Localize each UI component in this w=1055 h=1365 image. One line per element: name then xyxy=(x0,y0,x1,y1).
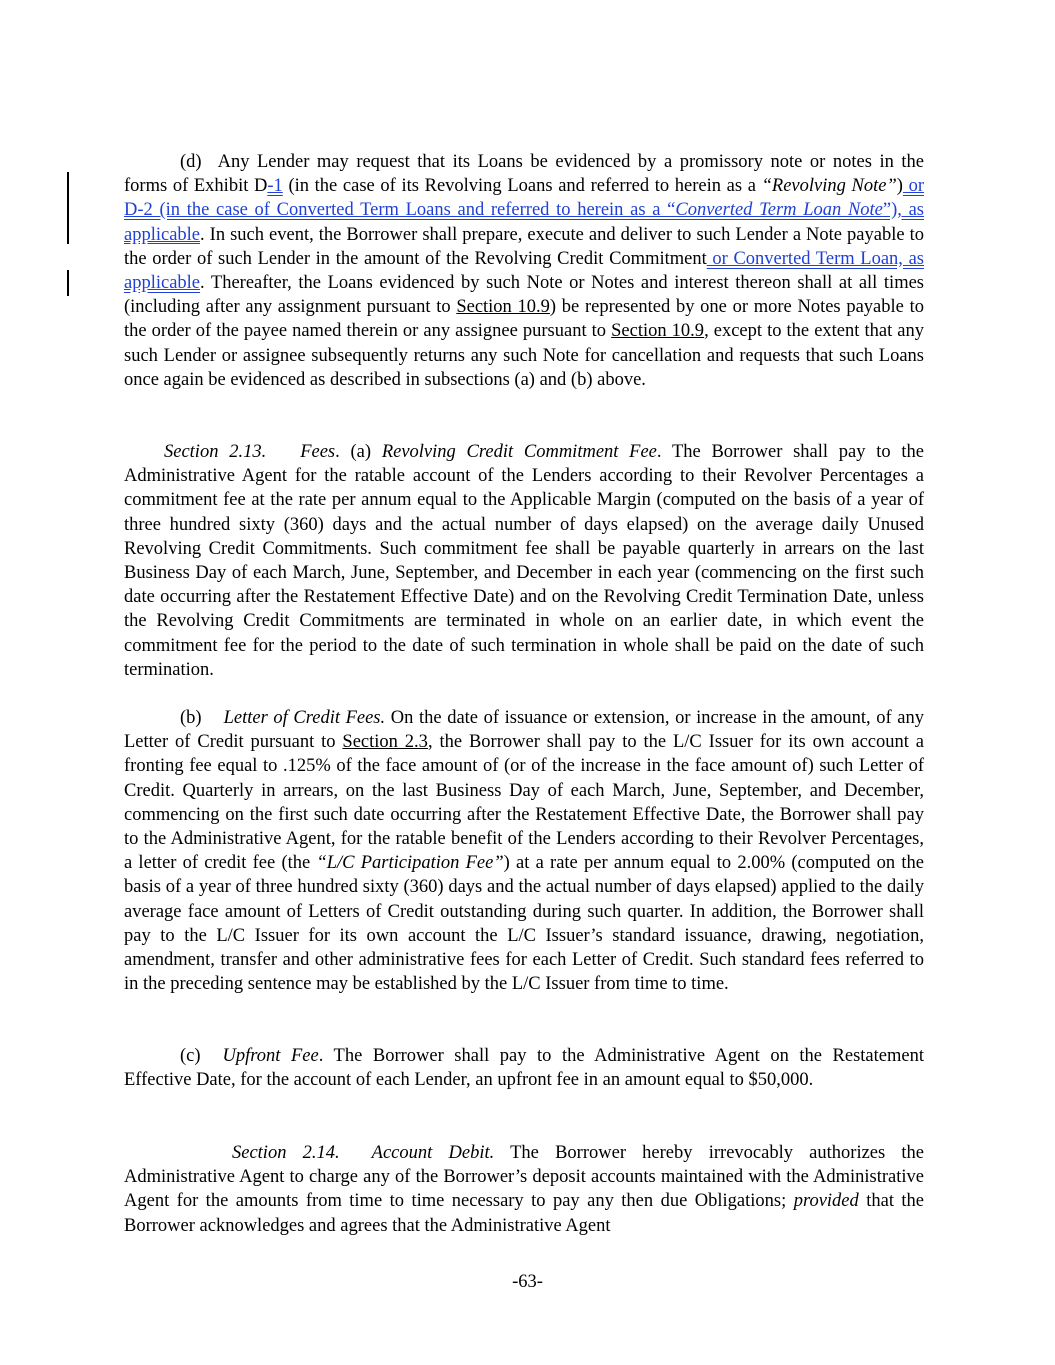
paragraph-c: (c) Upfront Fee. The Borrower shall pay to the Administrative Agent on the Restatement Effective Date, for the account of each Lender, an upfront fee in an amount equal to $50,000. xyxy=(124,1046,924,1091)
inserted-text: -1 xyxy=(267,176,283,197)
section-reference: Section 10.9 xyxy=(611,321,705,342)
subsection-title: Revolving Credit Commitment Fee xyxy=(381,442,657,462)
proviso-term: provided xyxy=(793,1191,859,1212)
paragraph-b: (b) Letter of Credit Fees. On the date of issuance or extension, or increase in the amount, of any Letter of Credit pursuant to Section 2.3, the Borrower shall pay to the L/C Issuer for its own account a fronting fee equal to .125% of the face amount of (or of the increase in the face amount of) such Letter of Credit. Quarterly in arrears, on the last Business Day of each March, June, September, and December, commencing on the first such date occurring after the Restatement Effective Date, the Borrower shall pay to the Administrative Agent, for the ratable benefit of the Lenders according to their Revolver Percentages, a letter of credit fee (the “L/C Participation Fee”) at a rate per annum equal to 2.00% (computed on the basis of a year of three hundred sixty (360) days and the actual number of days elapsed) applied to the daily average face amount of Letters of Credit outstanding during such quarter. In addition, the Borrower shall pay to the L/C Issuer for its own account the L/C Issuer’s standard issuance, drawing, negotiation, amendment, transfer and other administrative fees for each Letter of Credit. Such standard fees referred to in the preceding sentence may be established by the L/C Issuer from time to time. xyxy=(124,708,924,995)
subsection-title: Upfront Fee xyxy=(222,1046,319,1066)
section-title: Fees xyxy=(300,442,336,462)
subsection-title: Letter of Credit Fees. xyxy=(223,708,386,728)
section-reference: Section 2.3 xyxy=(342,732,428,753)
section-2-14: Section 2.14. Account Debit. The Borrower hereby irrevocably authorizes the Administrative Agent to charge any of the Borrower’s deposit accounts maintained with the Administrative Agent for the amounts from time to time necessary to pay any then due Obligations; provided that the Borrower acknowledges and agrees that the Administrative Agent xyxy=(124,1143,925,1236)
section-reference: Section 10.9 xyxy=(456,297,550,318)
defined-term: “Revolving Note” xyxy=(761,176,897,197)
paragraph-label: (b) xyxy=(180,708,202,728)
inserted-text: or Converted Term Loan, as applicable xyxy=(124,248,924,294)
section-heading: Section 2.13. xyxy=(164,442,267,462)
section-2-13: Section 2.13. Fees. (a) Revolving Credit Commitment Fee. The Borrower shall pay to the Administrative Agent for the ratable account of the Lenders according to their Revolver Percentages a commitment fee at the rate per annum equal to the Applicable Margin (computed on the basis of a year of three hundred sixty (360) days and the actual number of days elapsed) on the average daily Unused Revolving Credit Commitments. Such commitment fee shall be payable quarterly in arrears on the last Business Day of each March, June, September, and December in each year (commencing on the first such date occurring after the Restatement Effective Date) and on the Revolving Credit Termination Date, unless the Revolving Credit Commitments are terminated in whole on an earlier date, in which event the commitment fee for the period to the date of such termination in whole shall be paid on the date of such termination. xyxy=(124,442,924,680)
change-bar xyxy=(67,172,69,244)
paragraph-label: (d) xyxy=(180,152,202,172)
paragraph-d: (d) Any Lender may request that its Loans be evidenced by a promissory note or notes in the forms of Exhibit D-1 (in the case of its Revolving Loans and referred to herein as a “Revolving Note”) or D-2 (in the case of Converted Term Loans and referred to herein as a “Converted Term Loan Note”), as applicable. In such event, the Borrower shall prepare, execute and deliver to such Lender a Note payable to the order of such Lender in the amount of the Revolving Credit Commitment or Converted Term Loan, as applicable. Thereafter, the Loans evidenced by such Note or Notes and interest thereon shall at all times (including after any assignment pursuant to Section 10.9) be represented by one or more Notes payable to the order of the payee named therein or any assignee pursuant to Section 10.9, except to the extent that any such Lender or assignee subsequently returns any such Note for cancellation and requests that such Loans once again be evidenced as described in subsections (a) and (b) above. xyxy=(124,152,925,390)
paragraph-label: (c) xyxy=(180,1046,201,1066)
inserted-text: or D-2 (in the case of Converted Term Loans and referred to herein as a “Converted Term Loan Note”), as applicable xyxy=(124,176,925,245)
change-bar xyxy=(67,270,69,296)
section-heading: Section 2.14. xyxy=(232,1143,340,1163)
page-number: -63- xyxy=(512,1272,543,1292)
section-title: Account Debit. xyxy=(371,1143,495,1163)
defined-term: “L/C Participation Fee” xyxy=(316,853,504,874)
